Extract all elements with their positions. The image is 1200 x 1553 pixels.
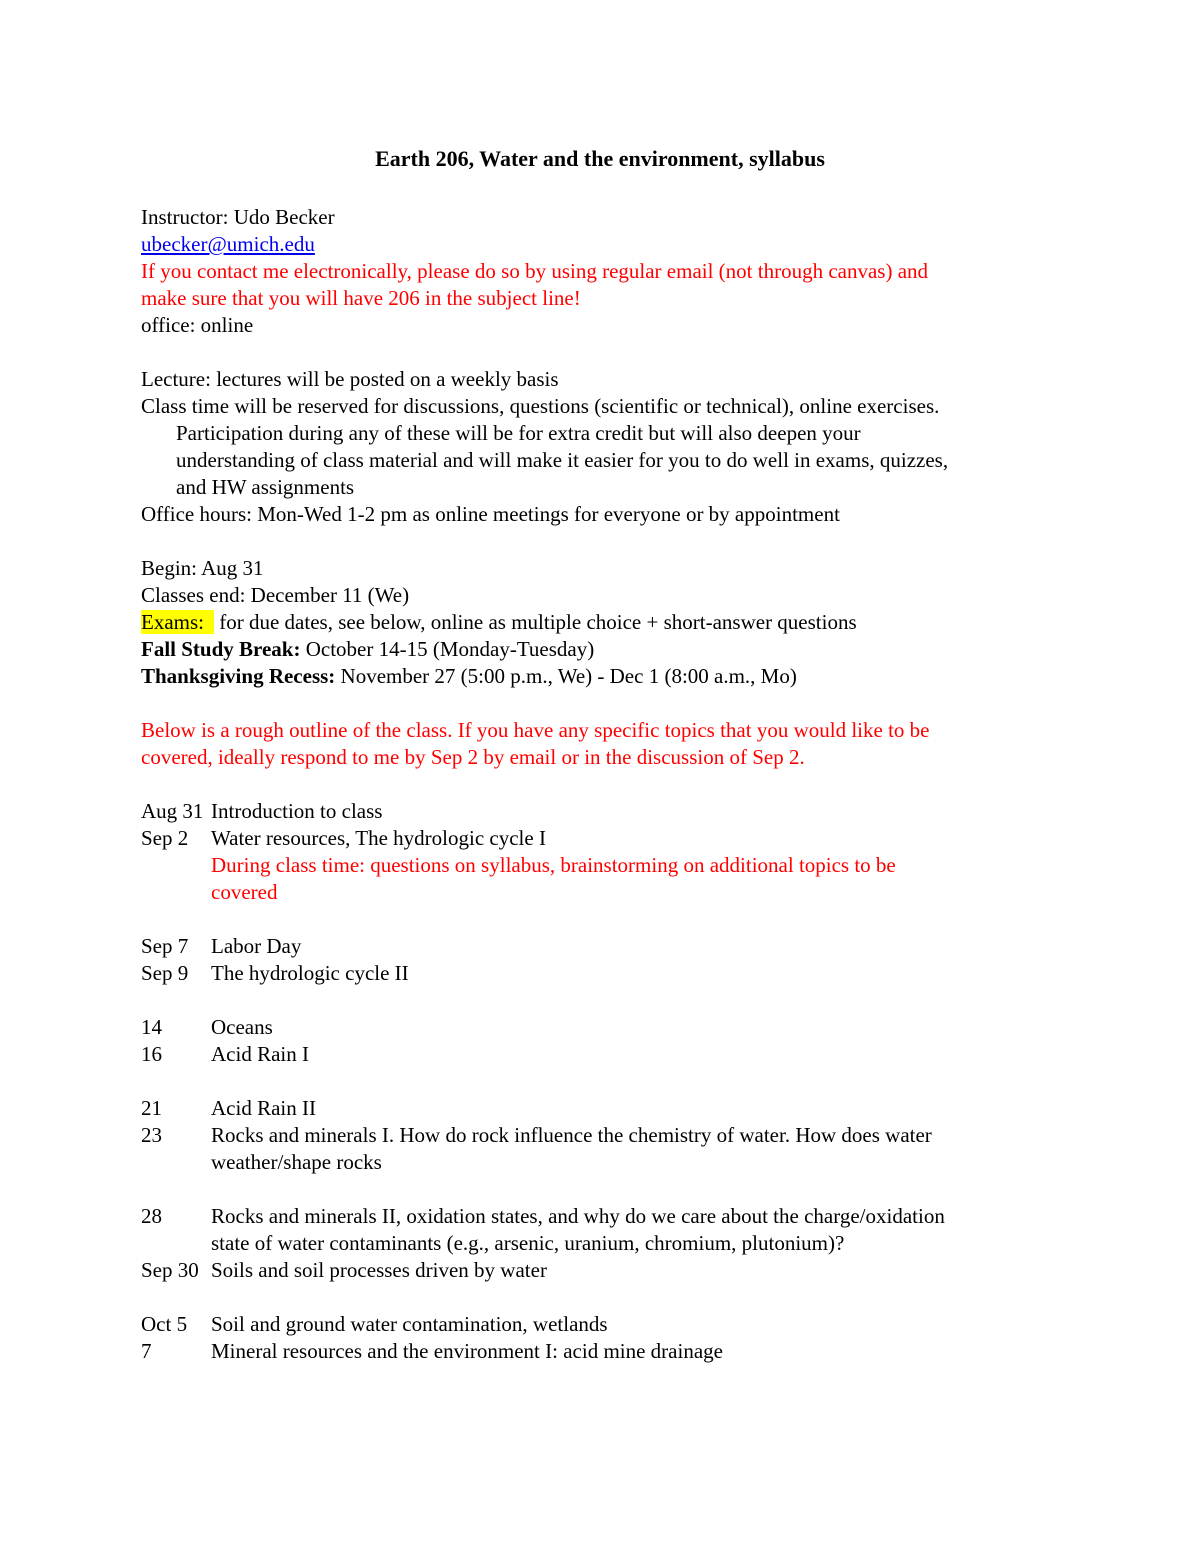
schedule-date: 7 [141, 1339, 152, 1363]
schedule-row [141, 960, 1061, 987]
schedule-topic: Introduction to class [211, 799, 383, 823]
schedule-row [141, 1257, 1061, 1284]
schedule-note-row [141, 879, 1061, 906]
schedule-note: During class time: questions on syllabus, brainstorming on additional topics to be [211, 853, 896, 877]
schedule-note-row [141, 852, 1061, 879]
outline-note-line-1: Below is a rough outline of the class. If you have any specific topics that you would like to be [141, 718, 930, 742]
instructor-line: Instructor: Udo Becker [141, 205, 335, 229]
schedule-row [141, 1095, 1061, 1122]
schedule-row-cont [141, 1149, 1061, 1176]
exams-line [141, 609, 1061, 636]
office-hours-line: Office hours: Mon-Wed 1-2 pm as online meetings for everyone or by appointment [141, 502, 840, 526]
schedule-date: 23 [141, 1123, 162, 1147]
schedule-topic: Soils and soil processes driven by water [211, 1258, 547, 1282]
exams-label: Exams: [141, 610, 214, 634]
schedule-date: Sep 7 [141, 934, 189, 958]
schedule-date: 14 [141, 1015, 162, 1039]
schedule-row [141, 1311, 1061, 1338]
contact-notice-line-2: make sure that you will have 206 in the subject line! [141, 286, 581, 310]
schedule-note: covered [211, 880, 278, 904]
schedule-date: Sep 9 [141, 961, 189, 985]
thanksgiving-line [141, 663, 1061, 690]
schedule-row [141, 825, 1061, 852]
schedule-date: Sep 30 [141, 1258, 199, 1282]
schedule-date: 28 [141, 1204, 162, 1228]
instructor-section [141, 204, 1061, 1365]
fall-break-line [141, 636, 1061, 663]
schedule-row [141, 798, 1061, 825]
schedule-topic: Acid Rain I [211, 1042, 309, 1066]
contact-notice-line-1: If you contact me electronically, please do so by using regular email (not through canvas) and [141, 259, 929, 283]
fall-break-text: October 14-15 (Monday-Tuesday) [300, 637, 595, 661]
schedule-topic: Acid Rain II [211, 1096, 316, 1120]
schedule-row [141, 1122, 1061, 1149]
participation-line-2: understanding of class material and will make it easier for you to do well in exams, quizzes, [176, 448, 949, 472]
lecture-line: Lecture: lectures will be posted on a weekly basis [141, 367, 559, 391]
schedule-row [141, 933, 1061, 960]
participation-line-1: Participation during any of these will be for extra credit but will also deepen your [176, 421, 861, 445]
schedule-topic: Rocks and minerals II, oxidation states, and why do we care about the charge/oxidation [211, 1204, 945, 1228]
schedule-topic: Labor Day [211, 934, 302, 958]
thanksgiving-label: Thanksgiving Recess: [141, 664, 336, 688]
begin-date-line: Begin: Aug 31 [141, 556, 264, 580]
schedule-topic: The hydrologic cycle II [211, 961, 409, 985]
instructor-email-link[interactable]: ubecker@umich.edu [141, 232, 315, 256]
schedule-row [141, 1203, 1061, 1230]
class-time-line: Class time will be reserved for discussions, questions (scientific or technical), online exercises. [141, 394, 940, 418]
participation-line-3: and HW assignments [176, 475, 355, 499]
schedule-date: Sep 2 [141, 826, 189, 850]
office-line: office: online [141, 313, 254, 337]
exams-text: for due dates, see below, online as multiple choice + short-answer questions [214, 610, 857, 634]
schedule-topic: Water resources, The hydrologic cycle I [211, 826, 546, 850]
schedule-row [141, 1338, 1061, 1365]
thanksgiving-text: November 27 (5:00 p.m., We) - Dec 1 (8:00 a.m., Mo) [335, 664, 797, 688]
schedule-date: 21 [141, 1096, 162, 1120]
schedule-row [141, 1014, 1061, 1041]
schedule-row-cont [141, 1230, 1061, 1257]
schedule-date: Aug 31 [141, 799, 204, 823]
schedule-topic: Oceans [211, 1015, 273, 1039]
schedule-topic: Soil and ground water contamination, wetlands [211, 1312, 608, 1336]
schedule-topic: Rocks and minerals I. How do rock influence the chemistry of water. How does water [211, 1123, 932, 1147]
classes-end-line: Classes end: December 11 (We) [141, 583, 410, 607]
schedule-row [141, 1041, 1061, 1068]
fall-break-label: Fall Study Break: [141, 637, 301, 661]
outline-note-line-2: covered, ideally respond to me by Sep 2 by email or in the discussion of Sep 2. [141, 745, 805, 769]
schedule-date: Oct 5 [141, 1312, 188, 1336]
schedule-topic: weather/shape rocks [211, 1150, 382, 1174]
schedule-topic: Mineral resources and the environment I: acid mine drainage [211, 1339, 723, 1363]
page-title: Earth 206, Water and the environment, syllabus [375, 146, 825, 171]
schedule-list [141, 798, 1061, 1365]
schedule-date: 16 [141, 1042, 162, 1066]
schedule-topic: state of water contaminants (e.g., arsenic, uranium, chromium, plutonium)? [211, 1231, 845, 1255]
